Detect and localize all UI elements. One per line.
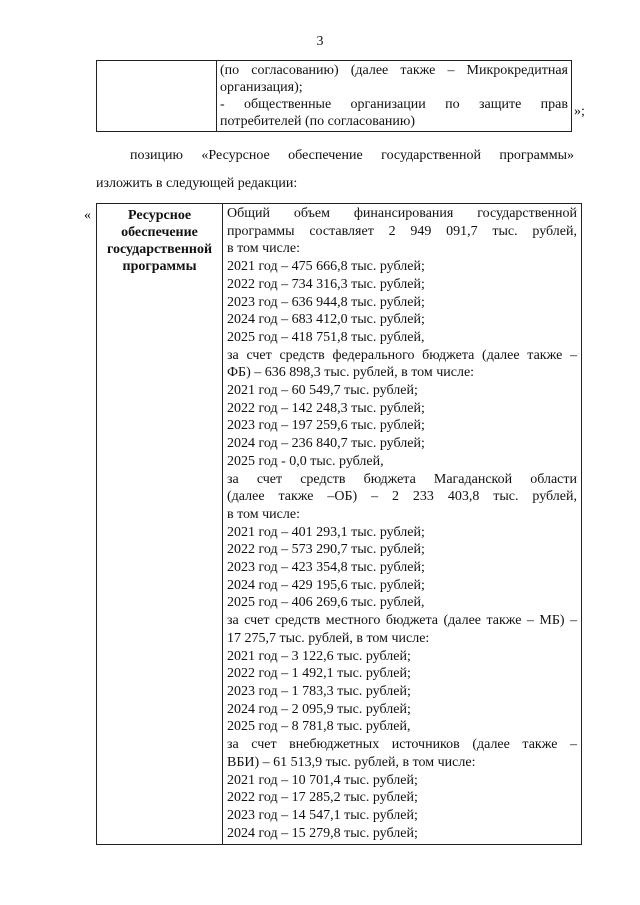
previous-table-text-cell: [217, 61, 572, 132]
content-line: в том числе:: [227, 506, 300, 522]
content-line: 2024 год – 429 195,6 тыс. рублей;: [227, 577, 425, 593]
table-text-line: потребителей (по согласованию): [220, 114, 416, 129]
content-line: 2025 год – 418 751,8 тыс. рублей,: [227, 329, 425, 345]
content-line: 2021 год – 10 701,4 тыс. рублей;: [227, 772, 418, 788]
label-line: обеспечение: [121, 225, 198, 240]
content-line: (далее также –ОБ) – 2 233 403,8 тыс. рублей,: [227, 489, 577, 505]
label-line: программы: [122, 259, 197, 274]
content-line: за счет внебюджетных источников (далее также –: [227, 737, 577, 753]
label-line: государственной: [106, 242, 213, 257]
content-line: 2024 год – 15 279,8 тыс. рублей;: [227, 825, 418, 841]
paragraph-line: изложить в следующей редакции:: [96, 176, 298, 191]
content-line: 2022 год – 734 316,3 тыс. рублей;: [227, 276, 425, 292]
content-line: программы составляет 2 949 091,7 тыс. рублей,: [227, 223, 577, 239]
content-line: 2021 год – 3 122,6 тыс. рублей;: [227, 648, 411, 664]
paragraph-line: позицию «Ресурсное обеспечение государственной программы»: [130, 148, 574, 163]
content-line: 2022 год – 1 492,1 тыс. рублей;: [227, 666, 411, 682]
table-text-line: организация);: [220, 80, 303, 95]
content-line: 2023 год – 636 944,8 тыс. рублей;: [227, 294, 425, 310]
content-line: в том числе:: [227, 241, 300, 257]
content-line: 2024 год – 683 412,0 тыс. рублей;: [227, 312, 425, 328]
content-line: 2024 год – 236 840,7 тыс. рублей;: [227, 436, 425, 452]
content-line: 2023 год – 14 547,1 тыс. рублей;: [227, 807, 418, 823]
content-line: за счет средств федерального бюджета (далее также –: [227, 347, 577, 363]
empty-cell: [97, 61, 217, 132]
content-line: 17 275,7 тыс. рублей, в том числе:: [227, 630, 430, 646]
content-line: 2022 год – 573 290,7 тыс. рублей;: [227, 542, 425, 558]
content-line: 2023 год – 197 259,6 тыс. рублей;: [227, 418, 425, 434]
content-line: 2022 год – 17 285,2 тыс. рублей;: [227, 790, 418, 806]
content-line: Общий объем финансирования государственной: [227, 206, 577, 221]
content-line: 2025 год – 8 781,8 тыс. рублей,: [227, 719, 411, 735]
content-line: ФБ) – 636 898,3 тыс. рублей, в том числе:: [227, 365, 475, 381]
content-line: 2021 год – 475 666,8 тыс. рублей;: [227, 259, 425, 275]
content-line: 2021 год – 60 549,7 тыс. рублей;: [227, 383, 418, 399]
resource-table: [96, 203, 582, 845]
resource-label-cell: [97, 204, 223, 845]
table-text-line: - общественные организации по защите прав: [220, 97, 568, 112]
content-line: 2022 год – 142 248,3 тыс. рублей;: [227, 400, 425, 416]
previous-table-fragment: [96, 60, 572, 132]
content-line: ВБИ) – 61 513,9 тыс. рублей, в том числе:: [227, 754, 476, 770]
content-line: 2025 год – 406 269,6 тыс. рублей,: [227, 595, 425, 611]
content-line: за счет средств бюджета Магаданской области: [227, 471, 577, 487]
table-text-line: (по согласованию) (далее также – Микрокредитная: [220, 63, 568, 78]
closing-quote: »;: [574, 104, 585, 119]
resource-content-cell: [223, 204, 582, 845]
opening-quote: «: [84, 208, 91, 223]
content-line: 2023 год – 423 354,8 тыс. рублей;: [227, 560, 425, 576]
page-number: 3: [316, 34, 324, 49]
content-line: 2021 год – 401 293,1 тыс. рублей;: [227, 524, 425, 540]
content-line: 2025 год - 0,0 тыс. рублей,: [227, 453, 384, 469]
content-line: 2024 год – 2 095,9 тыс. рублей;: [227, 701, 411, 717]
content-line: за счет средств местного бюджета (далее также – МБ) –: [227, 613, 577, 629]
content-line: 2023 год – 1 783,3 тыс. рублей;: [227, 683, 411, 699]
label-line: Ресурсное: [127, 208, 192, 223]
